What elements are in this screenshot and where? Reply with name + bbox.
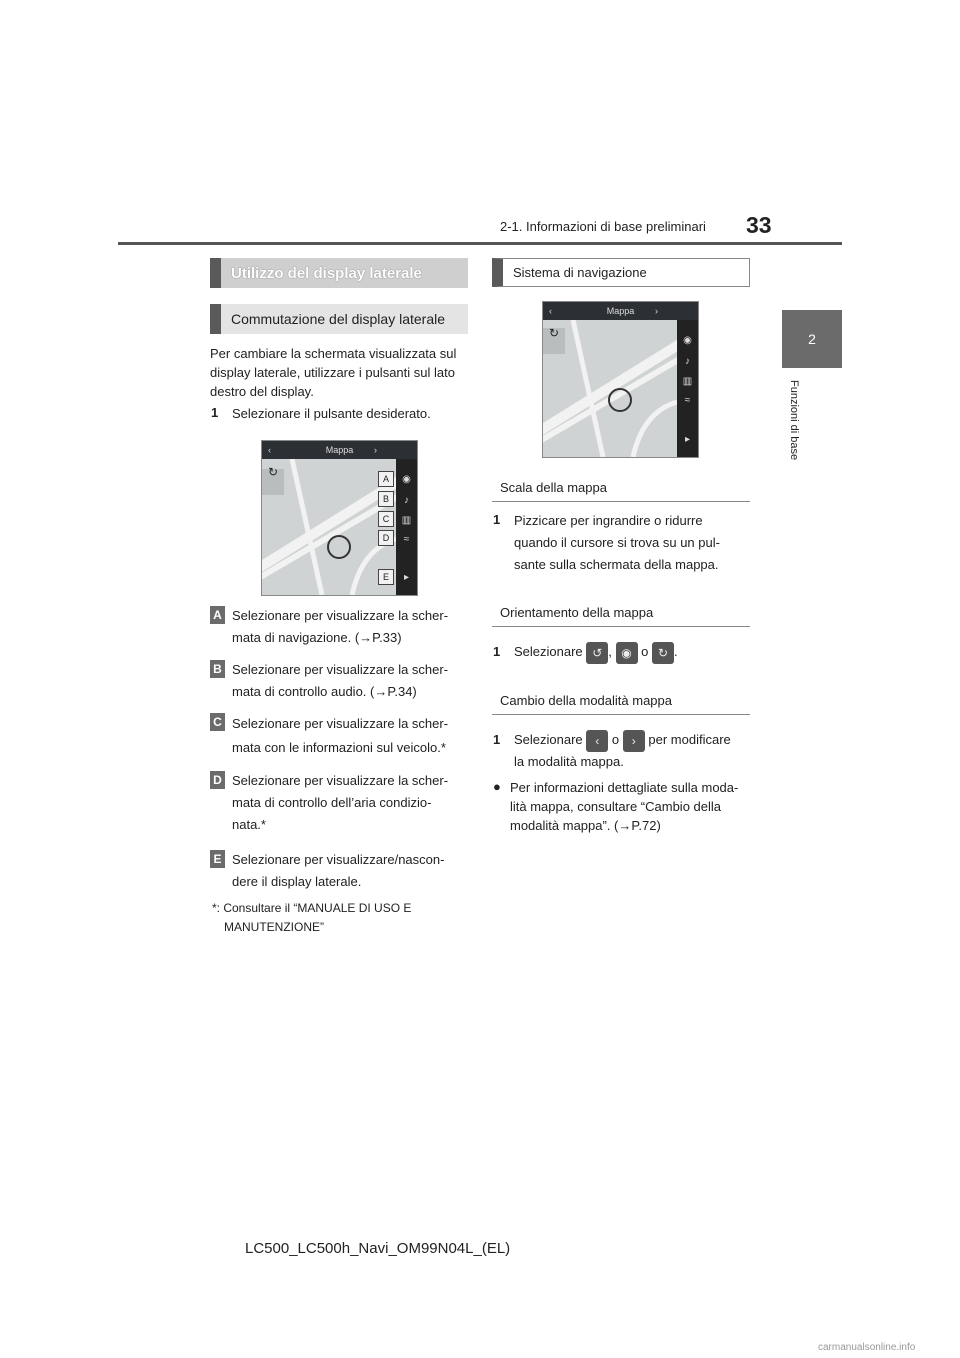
section-header: 2-1. Informazioni di base preliminari xyxy=(500,219,706,234)
item-badge-a: A xyxy=(210,606,225,624)
climate-icon: ≈ xyxy=(684,395,691,406)
footnote: *: Consultare il “MANUALE DI USO E MANUTENZIONE” xyxy=(212,901,412,934)
nav-system-heading: Sistema di navigazione xyxy=(492,258,750,287)
chevron-left-icon: ‹ xyxy=(549,306,552,316)
bar-graph-icon: ▥ xyxy=(401,515,412,526)
chapter-label: Funzioni di base xyxy=(788,380,800,461)
music-note-icon: ♪ xyxy=(685,356,690,367)
label-a: A xyxy=(378,471,394,487)
item-badge-b: B xyxy=(210,660,225,678)
map-graphic xyxy=(543,320,677,457)
map-orientation-heading: Orientamento della mappa xyxy=(492,598,750,627)
intro-text: Per cambiare la schermata visualizzata sul display laterale, utilizzare i pulsanti sul lato destro del display. xyxy=(210,346,457,399)
north-up-icon: ◉ xyxy=(616,642,638,664)
navigation-icon: ◉ xyxy=(402,474,411,485)
map-scale-text: Pizzicare per ingrandire o ridurre quando il cursore si trova su un pul- sante sulla schermata della mappa. xyxy=(514,513,720,572)
chevron-right-icon: › xyxy=(374,445,377,455)
header-rule xyxy=(118,242,842,245)
item-b-text: Selezionare per visualizzare la scher- mata di controllo audio. (→P.34) xyxy=(232,662,449,699)
music-note-icon: ♪ xyxy=(404,495,409,506)
item-e-text: Selezionare per visualizzare/nascon- dere il display laterale. xyxy=(232,852,445,889)
page-number: 33 xyxy=(746,212,772,238)
map-graphic xyxy=(262,459,396,595)
map-orientation-text: Selezionare ↺ , ◉ o ↻ . xyxy=(514,640,678,664)
label-c: C xyxy=(378,511,394,527)
side-display-illustration xyxy=(261,440,418,596)
section-title: Utilizzo del display laterale xyxy=(210,258,468,288)
bullet-icon: ● xyxy=(493,779,501,794)
orientation-icon: ↻ xyxy=(268,465,279,479)
chevron-right-icon: › xyxy=(623,730,645,752)
bar-graph-icon: ▥ xyxy=(682,376,693,387)
chevron-left-icon: ‹ xyxy=(586,730,608,752)
label-b: B xyxy=(378,491,394,507)
climate-icon: ≈ xyxy=(403,534,410,545)
orientation-icon: ↻ xyxy=(549,326,560,340)
chevron-left-icon: ‹ xyxy=(268,445,271,455)
step-number: 1 xyxy=(493,512,501,527)
3d-heading-up-icon: ↻ xyxy=(652,642,674,664)
watermark: carmanualsonline.info xyxy=(818,1342,916,1353)
step-number: 1 xyxy=(493,732,501,747)
hide-display-icon: ▸ xyxy=(403,572,410,583)
map-mode-heading: Cambio della modalità mappa xyxy=(492,686,750,715)
item-d-text: Selezionare per visualizzare la scher- mata di controllo dell’aria condizio- nata.* xyxy=(232,773,449,832)
step-number: 1 xyxy=(211,405,219,420)
item-c-text: Selezionare per visualizzare la scher- mata con le informazioni sul veicolo.* xyxy=(232,716,449,755)
chevron-right-icon: › xyxy=(655,306,658,316)
map-scale-heading: Scala della mappa xyxy=(492,473,750,502)
step-text: Selezionare il pulsante desiderato. xyxy=(232,406,431,421)
hide-display-icon: ▸ xyxy=(684,434,691,445)
map-mode-text: Selezionare ‹ o › per modificare la modalità mappa. xyxy=(514,728,731,772)
item-a-text: Selezionare per visualizzare la scher- mata di navigazione. (→P.33) xyxy=(232,608,449,645)
chapter-number: 2 xyxy=(808,331,816,347)
item-badge-d: D xyxy=(210,771,225,789)
step-number: 1 xyxy=(493,644,501,659)
chapter-tab xyxy=(782,310,842,368)
bullet-text: Per informazioni dettagliate sulla moda- lità mappa, consultare “Cambio della modalità mappa”. (→P.72) xyxy=(510,780,739,833)
screen-title-bar: ‹ Mappa › xyxy=(262,441,417,459)
item-badge-c: C xyxy=(210,713,225,731)
heading-up-icon: ↺ xyxy=(586,642,608,664)
label-d: D xyxy=(378,530,394,546)
item-badge-e: E xyxy=(210,850,225,868)
screen-title-bar: ‹ Mappa › xyxy=(543,302,698,320)
navigation-icon: ◉ xyxy=(683,335,692,346)
document-code: LC500_LC500h_Navi_OM99N04L_(EL) xyxy=(245,1240,511,1257)
nav-display-illustration xyxy=(542,301,699,458)
subsection-title: Commutazione del display laterale xyxy=(210,304,468,334)
label-e: E xyxy=(378,569,394,585)
